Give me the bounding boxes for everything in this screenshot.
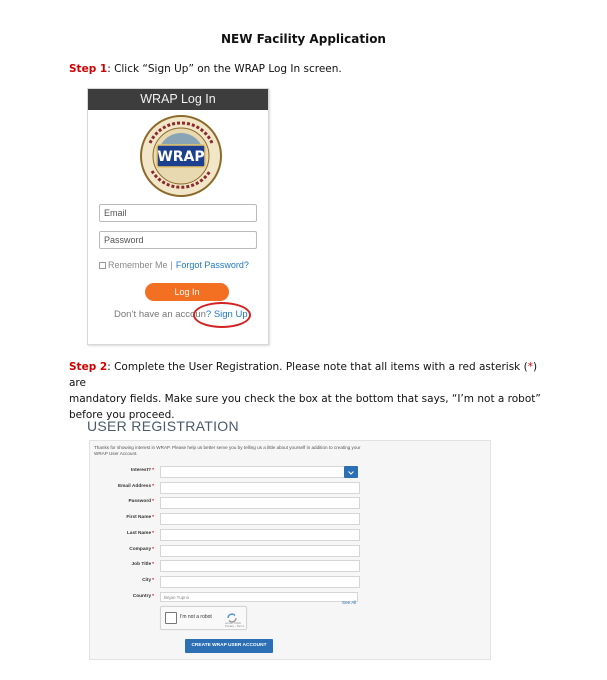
interest-dropdown-button[interactable] [344, 466, 358, 478]
chevron-down-icon [344, 467, 358, 479]
captcha-terms: Privacy - Terms [225, 624, 245, 628]
required-asterisk: * [152, 562, 154, 568]
remember-checkbox[interactable] [99, 262, 106, 269]
create-account-button[interactable]: CREATE WRAP USER ACCOUNT [185, 639, 273, 653]
registration-input[interactable] [160, 513, 360, 525]
field-label [92, 578, 154, 583]
required-asterisk: * [152, 577, 154, 583]
field-label [92, 562, 154, 567]
recaptcha-widget [160, 606, 247, 630]
step2-line3: before you proceed. [69, 409, 175, 421]
required-asterisk: * [152, 593, 154, 599]
login-header: WRAP Log In [88, 89, 268, 110]
field-label-text: Email Address [117, 483, 152, 489]
field-label [92, 499, 154, 504]
step2-instruction [69, 359, 549, 423]
registration-heading: USER REGISTRATION [87, 418, 239, 434]
field-label [92, 594, 154, 599]
login-email-input[interactable]: Email [99, 204, 257, 222]
login-button[interactable]: Log In [145, 283, 229, 301]
captcha-checkbox[interactable] [165, 612, 177, 624]
field-label-text: First Name [126, 515, 152, 521]
step1-instruction [69, 61, 342, 77]
step1-label: Step 1 [69, 63, 108, 75]
required-asterisk: * [152, 515, 154, 521]
remember-label[interactable]: Remember Me [108, 260, 168, 270]
registration-input[interactable] [160, 482, 360, 494]
registration-panel [89, 440, 491, 660]
field-label-text: Password [128, 499, 152, 505]
required-asterisk: * [152, 499, 154, 505]
field-label [92, 515, 154, 520]
wrap-logo-icon [138, 113, 224, 199]
field-label-text: Last Name [126, 530, 152, 536]
no-account-text: Don’t have an accoun [114, 309, 206, 320]
step2-asterisk: * [527, 361, 533, 373]
signup-link[interactable]: ? Sign Up [205, 309, 248, 320]
field-label [92, 547, 154, 552]
field-label-text: Country [132, 593, 152, 599]
captcha-label: I'm not a robot [180, 614, 212, 620]
wrap-login-card [87, 88, 269, 345]
login-password-input[interactable]: Password [99, 231, 257, 249]
required-asterisk: * [152, 546, 154, 552]
field-label-text: Job Title [131, 562, 152, 568]
required-asterisk: * [152, 530, 154, 536]
remember-row [99, 260, 249, 270]
step2-text-a: : Complete the User Registration. Please note that all items with a red asterisk ( [107, 361, 528, 373]
step1-text: : Click “Sign Up” on the WRAP Log In screen. [107, 63, 342, 75]
registration-input[interactable] [160, 497, 360, 509]
registration-intro: Thanks for showing interest in WRAP. Please help us better serve you by telling us a little about yourself in addition to creating your WRAP User Account. [94, 445, 361, 456]
separator: | [170, 260, 173, 270]
logo-text: WRAP [157, 149, 205, 165]
signup-highlight-circle [193, 302, 251, 328]
registration-input[interactable] [160, 576, 360, 588]
step2-text-b: ) are [69, 361, 538, 389]
required-asterisk: * [152, 483, 154, 489]
forgot-password-link[interactable]: Forgot Password? [175, 260, 249, 270]
registration-input[interactable] [160, 529, 360, 541]
captcha-brand: reCAPTCHA [225, 621, 241, 625]
step2-line2: mandatory fields. Make sure you check the box at the bottom that says, “I’m not a robot” [69, 393, 541, 405]
field-label-text: Interest? [130, 468, 152, 473]
field-label-text: Company [129, 546, 152, 552]
step2-label: Step 2 [69, 361, 108, 373]
field-label-text: City [142, 577, 152, 583]
registration-input[interactable] [160, 560, 360, 572]
field-label [92, 484, 154, 489]
field-label [92, 531, 154, 536]
registration-input[interactable]: Bejan Tupnii [160, 592, 358, 602]
registration-input[interactable] [160, 466, 345, 478]
registration-input[interactable] [160, 545, 360, 557]
required-asterisk: * [152, 468, 154, 473]
document-title: NEW Facility Application [221, 32, 386, 46]
see-all-link[interactable]: See All [342, 600, 357, 605]
field-label [92, 468, 154, 473]
